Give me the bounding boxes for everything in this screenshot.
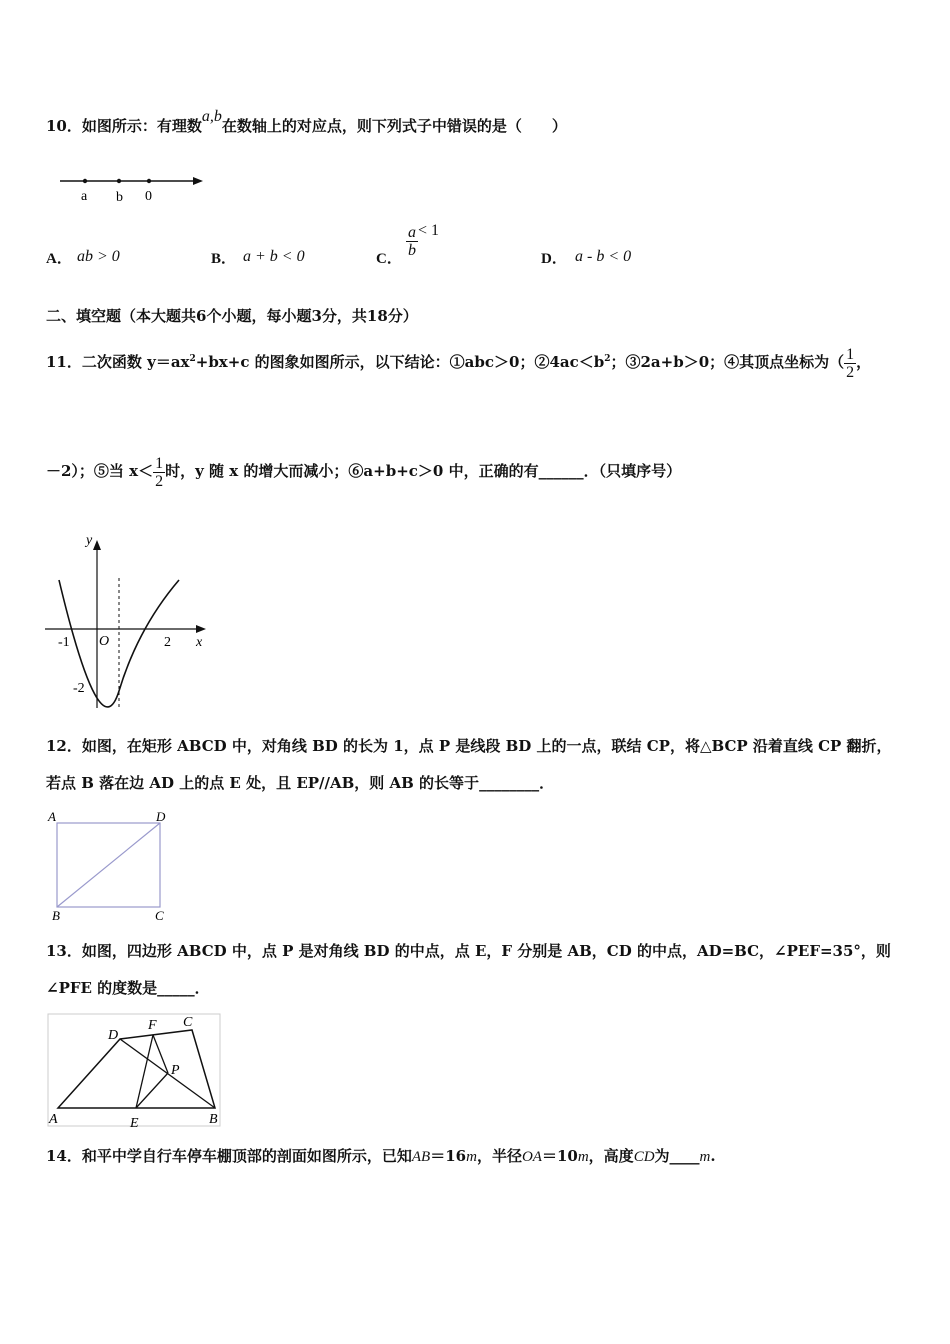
q13-line1-text: 如图，四边形 ABCD 中，点 P 是对角线 BD 的中点，点 E，F 分别是 AB，CD 的中点，AD=BC，∠PEF=35°，则 [81,942,891,960]
q13-answer-blank[interactable]: _____ [157,979,195,997]
q14-ab: AB [411,1149,431,1165]
option-c-num: a [408,224,416,241]
q11-line2-end: ．（只填序号） [583,462,682,480]
figure-frame [48,1014,220,1126]
q12-rectangle-figure [40,806,180,924]
q13-line1 [46,941,891,961]
label-a: A [49,1112,58,1127]
q12-line2-end: ． [539,774,555,792]
q10-vars: a,b [201,108,222,125]
q11-line2-post: 时，y 随 x 的增大而减小；⑥a+b+c＞0 中，正确的有 [165,462,539,480]
q14-eq2: ＝10 [541,1147,578,1165]
q13-line2-end: ． [194,979,210,997]
option-c-label: C． [376,251,402,267]
q11-parabola-graph [40,528,215,713]
q10-text-pre: 如图所示：有理数 [81,117,202,135]
q10-number-line [55,168,215,208]
q14-eq1: ＝16 [430,1147,467,1165]
label-b: b [116,190,123,205]
number-line-arrow [193,177,203,185]
q12-number: 12． [46,737,82,755]
option-b-label: B． [211,251,237,267]
q11-sup-b: 2 [604,354,611,364]
label-d: D [108,1028,119,1043]
q14-text4: 为 [654,1147,670,1165]
q11-line2 [46,442,681,500]
q13-quadrilateral-figure [40,1010,225,1135]
q11-line1-mid: +bx+c 的图象如图所示，以下结论：①abc＞0；②4ac＜b [195,353,605,371]
label-c: C [183,1015,193,1030]
q14-stem [46,1146,716,1167]
option-d-expr: a - b < 0 [575,248,632,265]
q14-unit-3: m [699,1149,711,1165]
label-a: A [48,809,56,824]
point-b [117,179,121,183]
quadrilateral-abcd [58,1030,215,1108]
option-c-fraction [406,224,418,259]
q14-answer-blank[interactable]: ____ [669,1147,700,1165]
q10-text-post: 在数轴上的对应点，则下列式子中错误的是（ ） [221,117,567,135]
q11-number: 11． [46,353,82,371]
tick-2: 2 [164,635,171,650]
x-label: x [196,635,203,650]
q11-frac-1 [844,346,856,381]
q11-line1-post: ；③2a+b＞0；④其顶点坐标为（ [610,353,845,371]
option-c-expr [406,224,439,259]
label-p: P [171,1063,180,1078]
option-a-label: A． [46,251,72,267]
label-b: B [209,1112,218,1127]
q13-line2 [46,978,210,998]
q11-line2-pre: －2）；⑤当 x＜ [46,462,154,480]
option-c-rest: < 1 [418,222,440,240]
label-d: D [156,809,166,824]
q11-line1-pre: 二次函数 y＝ax [81,353,190,371]
option-d-label: D． [541,251,567,267]
option-a-expr: ab > 0 [77,248,120,265]
diagonal-bd [57,823,160,907]
point-zero [147,179,151,183]
q14-cd: CD [633,1149,655,1165]
option-b-expr: a + b < 0 [243,248,305,265]
q11-frac-1-num: 1 [846,345,855,363]
q11-answer-blank[interactable]: ______ [538,462,584,480]
q12-line2 [46,773,554,793]
label-a: a [81,189,88,204]
option-c-den: b [408,242,416,259]
x-axis-arrow [196,625,206,633]
q14-number: 14． [46,1147,82,1165]
q14-oa: OA [521,1149,542,1165]
q14-text2: ，半径 [476,1147,522,1165]
point-a [83,179,87,183]
segment-ep [136,1073,168,1108]
label-c: C [155,908,164,923]
y-label: y [86,533,93,548]
q13-line2-pre: ∠PFE 的度数是 [46,979,158,997]
section-2-title: 二、填空题（本大题共6个小题，每小题3分，共18分） [46,307,418,325]
origin-label: O [99,634,110,649]
q12-line1-text: 如图，在矩形 ABCD 中，对角线 BD 的长为 1，点 P 是线段 BD 上的一点，联结 CP，将△BCP 沿着直线 CP 翻折， [81,737,892,755]
segment-fp [153,1035,168,1073]
q12-line2-pre: 若点 B 落在边 AD 上的点 E 处，且 EP//AB，则 AB 的长等于 [46,774,480,792]
q11-line1 [46,330,871,391]
label-e: E [130,1116,139,1131]
q14-text3: ，高度 [588,1147,634,1165]
q13-number: 13． [46,942,82,960]
q14-end: . [710,1147,716,1165]
tick-neg1: -1 [58,635,70,650]
q11-frac-2-num: 1 [155,454,164,472]
q11-sup-a: 2 [189,354,196,364]
label-f: F [148,1018,157,1033]
label-b: B [52,908,60,923]
q12-answer-blank[interactable]: ________ [479,774,540,792]
q11-frac-2-den: 2 [155,472,164,490]
q12-line1 [46,736,892,756]
q10-stem [46,108,567,137]
tick-neg2: -2 [73,681,85,696]
q10-number: 10． [46,117,82,135]
q14-text1: 和平中学自行车停车棚顶部的剖面如图所示，已知 [81,1147,412,1165]
q14-unit-1: m [466,1149,477,1165]
y-axis-arrow [93,540,101,550]
q14-unit-2: m [577,1149,589,1165]
label-zero: 0 [145,189,152,204]
segment-ef [136,1035,153,1108]
q11-line1-end: ， [856,353,872,371]
q11-frac-2 [153,455,165,490]
q11-frac-1-den: 2 [846,363,855,381]
